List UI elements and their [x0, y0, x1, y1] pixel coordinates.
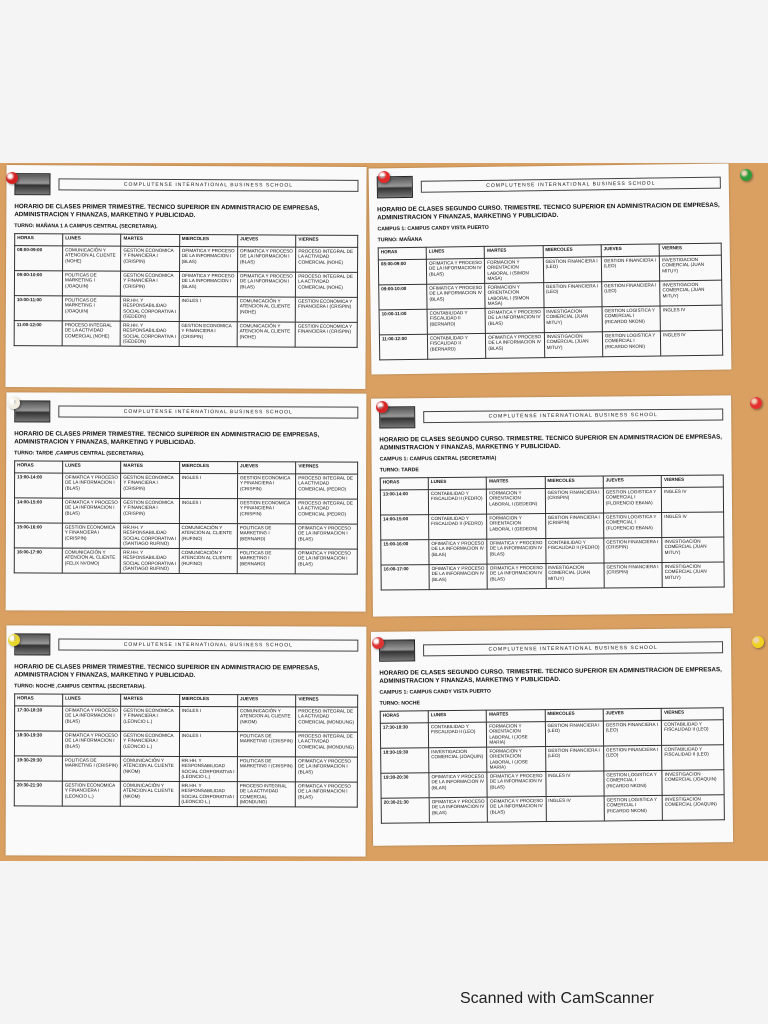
class-cell: OFIMATICA Y PROCESO DE LA INFORMACION I (BLAS) [237, 272, 295, 297]
schedule-table [380, 475, 725, 591]
time-slot-cell: 08:00-09:00 [15, 246, 63, 271]
table-row [15, 706, 358, 732]
class-cell: FORMACION Y ORIENTACION LABORAL I (GEDEON) [487, 514, 546, 540]
class-cell: PROCESO INTEGRAL DE LA ACTIVIDAD COMERCIAL (NOHE) [296, 247, 358, 272]
time-slot-cell: 11:00-12:00 [14, 321, 62, 346]
class-cell: COMUNICACIÓN Y ATENCION AL CLIENTE (FELIX NVOMO) [62, 548, 120, 573]
push-pin-icon [740, 169, 752, 181]
column-header: LUNES [428, 477, 486, 490]
table-row [15, 246, 358, 273]
class-cell: GESTION ECONOMICA Y FINANCIERA I (LEONCIO L.) [121, 706, 179, 731]
time-slot-cell: 19:30-20:30 [14, 756, 62, 781]
school-name: COMPLUTENSE INTERNATIONAL BUSINESS SCHOOL [421, 177, 721, 193]
column-header: JUEVES [238, 462, 296, 474]
class-cell: GESTION FINANCIERA I (LEO) [545, 746, 604, 772]
class-cell: POLITICAS DE MARKETING I (CRISPIN) [237, 732, 295, 757]
school-name: COMPLUTENSE INTERNATIONAL BUSINESS SCHOOL [423, 409, 723, 424]
column-header: LUNES [63, 694, 121, 706]
sheet-title: HORARIO DE CLASES PRIMER TRIMESTRE. TECNICO SUPERIOR EN ADMINISTRACIO DE EMPRESAS, ADMINISTRACION Y FINANZAS, MARKETING Y PUBLICIDAD. [14, 203, 320, 220]
time-slot-cell: 18:30-19:30 [14, 731, 62, 756]
schedule-sheet [5, 165, 366, 389]
column-header: MIERCOLES [179, 694, 237, 706]
class-cell: POLITICAS DE MARKETING I (CRISPIN) [62, 756, 120, 781]
sheet-title: HORARIO DE CLASES SEGUNDO CURSO. TRIMESTRE. TECNICO SUPERIOR EN ADMINISTRACION DE EMPRESAS, ADMINISTRACION Y FINANZAS, MARKETING Y PUBLICIDAD. [379, 433, 722, 452]
class-cell: GESTION FINANCIERA I (CRISPIN) [545, 488, 604, 514]
class-cell: RR.HH. Y RESPONSABILIDAD SOCIAL CORPORATIVA I (GEDEON) [120, 321, 178, 346]
time-slot-cell: 20:30-21:30 [14, 781, 62, 806]
school-name: COMPLUTENSE INTERNATIONAL BUSINESS SCHOOL [58, 178, 358, 192]
class-cell: POLITICAS DE MARKETING I (BERNARD) [237, 524, 295, 549]
class-cell: GESTION FINANCIERA I (CRISPIN) [545, 513, 604, 539]
class-cell: GESTION FINANCIERA I (LEO) [543, 282, 602, 308]
class-cell: INVESTIGACION COMERCIAL (JUAN MITUY) [546, 563, 605, 589]
class-cell: GESTION ECONOMICA Y FINANCIERA I (CRISPIN) [121, 498, 179, 523]
class-cell: PROCESO INTEGRAL DE LA ACTIVIDAD COMERCIAL (NOHE) [62, 321, 120, 346]
class-cell: GESTION FINANCIERA I (LEO) [601, 256, 660, 282]
sheet-subtitle: CAMPUS 1: CAMPUS CANDY VISTA PUERTO [377, 224, 489, 233]
time-slot-cell: 17:30-18:30 [15, 706, 63, 731]
class-cell: INVESTIGACION COMERCIAL (JUAN MITUY) [544, 307, 603, 333]
table-row [14, 498, 357, 524]
class-cell: CONTABILIDAD Y FISCALIDAD II (BERNARD) [427, 308, 486, 334]
push-pin-icon [8, 634, 20, 646]
sheet-subtitle: TURNO: TARDE [379, 467, 419, 474]
class-cell: FORMACION Y ORIENTACION LABORAL I (JOSE MARIA) [487, 747, 546, 773]
column-header: MIERCOLES [545, 476, 603, 489]
class-cell: COMUNICACIÓN Y ATENCION AL CLIENTE (NOHE) [237, 297, 295, 322]
time-slot-cell: 15:00-16:00 [14, 523, 62, 548]
sheet-subtitle: TURNO: MAÑANA 1 A CAMPUS CENTRAL (SECRETARIA). [14, 223, 158, 230]
push-pin-icon [750, 397, 762, 409]
class-cell: GESTION FINANCIERA I (LEO) [543, 257, 602, 283]
time-slot-cell: 11:00-12:00 [379, 334, 427, 360]
sheet-title: HORARIO DE CLASES SEGUNDO CURSO. TRIMESTRE. TECNICO SUPERIOR EN ADMINISTRACION DE EMPRESAS, ADMINISTRACION Y FINANZAS, MARKETING Y PUBLICIDAD. [379, 666, 722, 685]
time-slot-cell: 20:30-21:30 [381, 798, 429, 824]
column-header: HORAS [15, 234, 63, 246]
class-cell: INGLES IV [545, 771, 604, 797]
column-header: HORAS [15, 461, 63, 473]
class-cell: GESTION ECONOMICA Y FINANCIERA I (CRISPIN) [295, 297, 357, 322]
class-cell: GESTION FINANCIERA I (LEO) [603, 720, 662, 746]
class-cell: OFIMATICA Y PROCESO DE LA INFORMACION I (BLAS) [179, 271, 237, 296]
class-cell: RR.HH. Y RESPONSABILIDAD SOCIAL CORPORATIVA I (SANTIAGO RUFINO) [121, 523, 179, 548]
column-header: LUNES [428, 710, 486, 723]
table-row [14, 756, 357, 782]
school-name: COMPLUTENSE INTERNATIONAL BUSINESS SCHOOL [58, 639, 358, 652]
table-row [14, 781, 357, 807]
class-cell: INGLES I [179, 706, 237, 731]
class-cell: OFIMATICA Y PROCESO DE LA INFORMACION IV (BLAS) [487, 539, 546, 565]
class-cell: INGLES I [179, 296, 237, 321]
class-cell: CONTABILIDAD Y FISCALIDAD II (PEDRO) [428, 489, 487, 515]
class-cell: OFIMATICA Y PROCESO DE LA INFORMACION I (BLAS) [295, 782, 357, 807]
class-cell: GESTION ECONOMICA Y FINANCIERA I (CRISPIN) [121, 473, 179, 498]
time-slot-cell: 16:00-17:00 [381, 565, 429, 590]
class-cell: INGLES IV [546, 796, 605, 822]
table-row [381, 770, 724, 799]
table-row [381, 745, 724, 774]
schedule-sheet [369, 163, 732, 374]
class-cell: INGLES I [179, 731, 237, 756]
class-cell: OFIMATICA Y PROCESO DE LA INFORMACION IV (BLAS) [429, 797, 488, 823]
column-header: JUEVES [603, 476, 661, 489]
time-slot-cell: 09:00-10:00 [379, 284, 427, 310]
sheet-subtitle: TURNO: NOCHE [379, 700, 421, 707]
class-cell: PROCESO INTEGRAL DE LA ACTIVIDAD COMERCIAL (MONDUNG) [237, 782, 295, 807]
class-cell: PROCESO INTEGRAL DE LA ACTIVIDAD COMERCIAL (PEDRO) [296, 474, 358, 499]
class-cell: GESTION ECONOMICA Y FINANCIERA I (CRISPIN) [179, 321, 237, 346]
class-cell: FORMACION Y ORIENTACION LABORAL I (JOSE MARIA) [487, 722, 546, 748]
sheet-title: HORARIO DE CLASES PRIMER TRIMESTRE. TECNICO SUPERIOR EN ADMINISTRACIO DE EMPRESAS, ADMINISTRACION Y FINANZAS, MARKETING Y PUBLICIDAD. [14, 663, 320, 680]
class-cell: GESTION LOGISTICA Y COMERCIAL I (FLORENCIO EBANA) [603, 488, 662, 514]
column-header: MIERCOLES [179, 461, 237, 473]
class-cell: OFIMATICA Y PROCESO DE LA INFORMACION I (BLAS) [63, 706, 121, 731]
class-cell: OFIMATICA Y PROCESO DE LA INFORMACION I (BLAS) [179, 246, 237, 271]
sheet-subtitle: CAMPUS 1: CAMPUS CENTRAL (SECRETARIA) [379, 455, 497, 463]
sheet-subtitle: TURNO: TARDE ,CAMPUS CENTRAL (SECRETARIA). [14, 450, 145, 457]
column-header: LUNES [63, 234, 121, 246]
column-header: JUEVES [238, 695, 296, 707]
class-cell: CONTABILIDAD Y FISCALIDAD II (LEO) [662, 745, 724, 771]
class-cell: GESTION LOGISTICA Y COMERCIAL I (RICARDO NKONI) [602, 306, 661, 332]
class-cell: CONTABILIDAD Y FISCALIDAD II (PEDRO) [429, 514, 488, 540]
schedule-sheet [6, 392, 367, 611]
column-header: HORAS [380, 478, 428, 490]
table-row [381, 537, 724, 565]
table-row [379, 330, 722, 360]
class-cell: OFIMATICA Y PROCESO DE LA INFORMACION I (BLAS) [237, 247, 295, 272]
table-row [14, 271, 357, 298]
sheet-subtitle: TURNO: NOCHE ,CAMPUS CENTRAL (SECRETARIA). [14, 683, 146, 690]
time-slot-cell: 14:00-15:00 [381, 515, 429, 540]
column-header: VIERNES [296, 462, 358, 474]
class-cell: INGLES IV [662, 512, 724, 538]
column-header: HORAS [378, 247, 426, 260]
class-cell: COMUNICACIÓN Y ATENCION AL CLIENTE (NKOM) [121, 781, 179, 806]
table-row [15, 473, 358, 499]
class-cell: CONTABILIDAD Y FISCALIDAD II (PEDRO) [545, 538, 604, 564]
column-header: LUNES [426, 246, 484, 259]
column-header: MARTES [487, 710, 545, 723]
time-slot-cell: 08:00-09:00 [378, 259, 426, 285]
class-cell: FORMACION Y ORIENTACION LABORAL I (SIMON MASA) [485, 283, 544, 309]
table-row [14, 548, 357, 574]
column-header: VIERNES [659, 243, 721, 256]
class-cell: POLITICAS DE MARKETING I (CRISPIN) [237, 757, 295, 782]
class-cell: PROCESO INTEGRAL DE LA ACTIVIDAD COMERCIAL (MONDUNG) [296, 732, 358, 757]
class-cell: CONTABILIDAD Y FISCALIDAD II (LEO) [662, 720, 724, 746]
class-cell: RR.HH. Y RESPONSABILIDAD SOCIAL CORPORATIVA I (GEDEON) [121, 296, 179, 321]
class-cell: OFIMATICA Y PROCESO DE LA INFORMACION IV (BLAS) [429, 772, 488, 798]
class-cell: GESTION FINANCIERA I (LEO) [545, 721, 604, 747]
sheet-subtitle: CAMPUS 1: CAMPUS CANDY VISTA PUERTO [379, 688, 491, 696]
class-cell: GESTION ECONOMICA Y FINANCIERA I (LEONCIO L.) [62, 781, 120, 806]
time-slot-cell: 19:30-20:30 [381, 773, 429, 799]
class-cell: GESTION ECONOMICA Y FINANCIERA I (CRISPIN) [237, 474, 295, 499]
class-cell: FORMACION Y ORIENTACION LABORAL I (GEDEON) [487, 489, 546, 515]
class-cell: GESTION FINANCIERA I (LEO) [602, 281, 661, 307]
column-header: LUNES [63, 461, 121, 473]
column-header: MARTES [121, 461, 179, 473]
push-pin-icon [8, 397, 20, 409]
class-cell: COMUNICACIÓN Y ATENCION AL CLIENTE (NKOM) [121, 756, 179, 781]
class-cell: RR.HH. Y RESPONSABILIDAD SOCIAL CORPORATIVA I (LEONCIO L.) [179, 781, 237, 806]
class-cell: POLITICAS DE MARKETING I (BERNARD) [237, 549, 295, 574]
schedule-sheet [6, 625, 367, 856]
class-cell: COMUNICACIÓN Y ATENCION AL CLIENTE (RUFINO) [179, 548, 237, 573]
column-header: VIERNES [296, 695, 358, 707]
class-cell: POLITICAS DE MARKETING I (JOAQUIN) [62, 296, 120, 321]
class-cell: INVESTIGACION COMERCIAL (JOAQUIN) [662, 770, 724, 796]
class-cell: GESTION ECONOMICA Y FINANCIERA I (CRISPIN) [295, 322, 357, 347]
class-cell: OFIMATICA Y PROCESO DE LA INFORMACION IV (BLAS) [487, 564, 546, 590]
column-header: MARTES [484, 246, 542, 259]
table-row [14, 321, 357, 348]
class-cell: GESTION LOGISTICA Y COMERCIAL I (RICARDO NKONI) [602, 331, 661, 357]
push-pin-icon [372, 637, 384, 649]
school-name: COMPLUTENSE INTERNATIONAL BUSINESS SCHOOL [58, 406, 358, 419]
class-cell: GESTION LOGISTICA Y COMERCIAL I (RICARDO NKONI) [604, 795, 663, 821]
column-header: JUEVES [601, 244, 659, 257]
column-header: MARTES [487, 477, 545, 490]
class-cell: INVESTIGACION COMERCIAL (JOAQUIN) [662, 795, 724, 821]
class-cell: COMUNICACIÓN Y ATENCION AL CLIENTE (NOHE) [237, 322, 295, 347]
class-cell: OFIMATICA Y PROCESO DE LA INFORMACION I (BLAS) [62, 731, 120, 756]
column-header: JUEVES [238, 235, 296, 247]
push-pin-icon [378, 171, 390, 183]
class-cell: OFIMATICA Y PROCESO DE LA INFORMACION IV (BLAS) [485, 308, 544, 334]
class-cell: OFIMATICA Y PROCESO DE LA INFORMACION I (BLAS) [295, 549, 357, 574]
class-cell: COMUNICACIÓN Y ATENCION AL CLIENTE (NOHE) [63, 246, 121, 271]
class-cell: RR.HH. Y RESPONSABILIDAD SOCIAL CORPORATIVA I (LEONCIO L.) [179, 756, 237, 781]
class-cell: INGLES I [179, 498, 237, 523]
class-cell: GESTION FINANCIERA I (CRISPIN) [604, 563, 663, 589]
class-cell: INGLES I [179, 473, 237, 498]
class-cell: GESTION ECONOMICA Y FINANCIERA I (CRISPIN) [237, 499, 295, 524]
school-logo-icon [14, 633, 50, 655]
sheet-title: HORARIO DE CLASES SEGUNDO CURSO. TRIMESTRE. TECNICO SUPERIOR EN ADMINISTRACION DE EMPRESAS, ADMINISTRACION Y FINANZAS, MARKETING Y PUBLICIDAD. [377, 201, 720, 222]
time-slot-cell: 10:00-11:00 [379, 309, 427, 335]
class-cell: CONTABILIDAD Y FISCALIDAD II (BERNARD) [427, 333, 486, 359]
schedule-table [378, 243, 724, 361]
class-cell: GESTION ECONOMICA Y FINANCIERA I (CRISPIN) [62, 523, 120, 548]
table-row [14, 731, 357, 757]
class-cell: PROCESO INTEGRAL DE LA ACTIVIDAD COMERCIAL (NOHE) [296, 272, 358, 297]
sheet-title: HORARIO DE CLASES PRIMER TRIMESTRE. TECNICO SUPERIOR EN ADMINISTRACIO DE EMPRESAS, ADMINISTRACION Y FINANZAS, MARKETING Y PUBLICIDAD. [14, 430, 320, 447]
class-cell: GESTION FINANCIERA I (CRISPIN) [604, 538, 663, 564]
column-header: HORAS [380, 711, 428, 724]
class-cell: GESTION ECONOMICA Y FINANCIERA I (CRISPIN) [121, 246, 179, 271]
class-cell: OFIMATICA Y PROCESO DE LA INFORMACION IV (BLAS) [427, 283, 486, 309]
push-pin-icon [6, 172, 18, 184]
class-cell: OFIMATICA Y PROCESO DE LA INFORMACION IV (BLAS) [487, 772, 546, 798]
class-cell: OFIMATICA Y PROCESO DE LA INFORMACION I (BLAS) [62, 498, 120, 523]
class-cell: OFIMATICA Y PROCESO DE LA INFORMACION IV (BLAS) [486, 333, 545, 359]
class-cell: OFIMATICA Y PROCESO DE LA INFORMACION IV (BLAS) [426, 258, 485, 284]
class-cell: INVESTIGACION COMERCIAL (JUAN MITUY) [544, 332, 603, 358]
column-header: JUEVES [603, 708, 661, 721]
push-pin-icon [752, 636, 764, 648]
table-row [380, 487, 723, 515]
class-cell: CONTABILIDAD Y FISCALIDAD II (LEO) [428, 722, 487, 748]
table-row [14, 296, 357, 323]
class-cell: POLITICAS DE MARKETING I (JOAQUIN) [62, 271, 120, 296]
class-cell: PROCESO INTEGRAL DE LA ACTIVIDAD COMERCIAL (MONDUNG) [296, 707, 358, 732]
time-slot-cell: 16:00-17:00 [14, 548, 62, 573]
class-cell: OFIMATICA Y PROCESO DE LA INFORMACION I (BLAS) [296, 757, 358, 782]
schedule-table [14, 233, 359, 348]
table-row [380, 720, 723, 749]
time-slot-cell: 13:00-14:00 [15, 473, 63, 498]
class-cell: OFIMATICA Y PROCESO DE LA INFORMACION I (BLAS) [296, 524, 358, 549]
column-header: VIERNES [661, 475, 723, 488]
column-header: MARTES [121, 694, 179, 706]
school-logo-icon [14, 173, 50, 195]
schedule-sheet [371, 395, 733, 616]
time-slot-cell: 10:00-11:00 [14, 296, 62, 321]
time-slot-cell: 09:00-10:00 [14, 271, 62, 296]
class-cell: GESTION ECONOMICA Y FINANCIERA I (CRISPIN) [121, 271, 179, 296]
class-cell: INVESTIGACION COMERCIAL (JUAN MITUY) [662, 562, 724, 588]
class-cell: GESTION LOGISTICA Y COMERCIAL I (RICARDO NKONI) [604, 770, 663, 796]
class-cell: FORMACION Y ORIENTACION LABORAL I (SIMON MASA) [485, 258, 544, 284]
class-cell: INGLES IV [661, 330, 723, 356]
class-cell: RR.HH. Y RESPONSABILIDAD SOCIAL CORPORATIVA I (SANTIAGO RUFINO) [121, 548, 179, 573]
class-cell: OFIMATICA Y PROCESO DE LA INFORMACION IV (BLAS) [487, 797, 546, 823]
time-slot-cell: 15:00-16:00 [381, 540, 429, 565]
class-cell: INVESTIGACION COMERCIAL (JUAN MITUY) [660, 280, 722, 306]
column-header: MIERCOLES [545, 709, 603, 722]
schedule-sheet [371, 628, 733, 846]
class-cell: COMUNICACIÓN Y ATENCION AL CLIENTE (RUFINO) [179, 523, 237, 548]
class-cell: COMUNICACIÓN Y ATENCION AL CLIENTE (NKOM) [237, 707, 295, 732]
class-cell: OFIMATICA Y PROCESO DE LA INFORMACION IV (BLAS) [429, 564, 488, 590]
class-cell: INVESTIGACION COMERCIAL (JUAN MITUY) [660, 255, 722, 281]
class-cell: INVESTIGACION COMERCIAL (JUAN MITUY) [662, 537, 724, 563]
sheet-subtitle: TURNO: MAÑANA [377, 236, 423, 244]
table-row [381, 512, 724, 540]
school-logo-icon [379, 639, 415, 661]
class-cell: OFIMATICA Y PROCESO DE LA INFORMACION IV (BLAS) [429, 539, 488, 565]
column-header: MIERCOLES [179, 234, 237, 246]
camscanner-watermark: Scanned with CamScanner [460, 990, 654, 1007]
schedule-table [380, 707, 725, 824]
column-header: MIERCOLES [543, 245, 601, 258]
time-slot-cell: 13:00-14:00 [380, 490, 428, 515]
class-cell: PROCESO INTEGRAL DE LA ACTIVIDAD COMERCIAL (PEDRO) [296, 499, 358, 524]
table-row [14, 523, 357, 549]
schedule-table [14, 693, 358, 807]
class-cell: OFIMATICA Y PROCESO DE LA INFORMACION I (BLAS) [63, 473, 121, 498]
time-slot-cell: 14:00-15:00 [14, 498, 62, 523]
class-cell: GESTION FINANCIERA I (LEO) [604, 745, 663, 771]
time-slot-cell: 18:30-19:30 [381, 748, 429, 774]
column-header: MARTES [121, 234, 179, 246]
push-pin-icon [376, 401, 388, 413]
time-slot-cell: 17:30-18:30 [380, 723, 428, 749]
class-cell: INGLES IV [660, 305, 722, 331]
column-header: VIERNES [296, 235, 358, 247]
table-row [381, 562, 724, 590]
column-header: VIERNES [661, 708, 723, 721]
class-cell: GESTION ECONOMICA Y FINANCIERA I (LEONCIO L.) [121, 731, 179, 756]
class-cell: GESTION LOGISTICA Y COMERCIAL I (FLORENCIO EBANA) [603, 513, 662, 539]
table-row [381, 795, 724, 824]
class-cell: INGLES IV [662, 487, 724, 513]
schedule-table [14, 460, 358, 574]
school-name: COMPLUTENSE INTERNATIONAL BUSINESS SCHOOL [423, 641, 723, 656]
class-cell: INVESTIGACION COMERCIAL (JOAQUIN) [429, 747, 488, 773]
column-header: HORAS [15, 694, 63, 706]
